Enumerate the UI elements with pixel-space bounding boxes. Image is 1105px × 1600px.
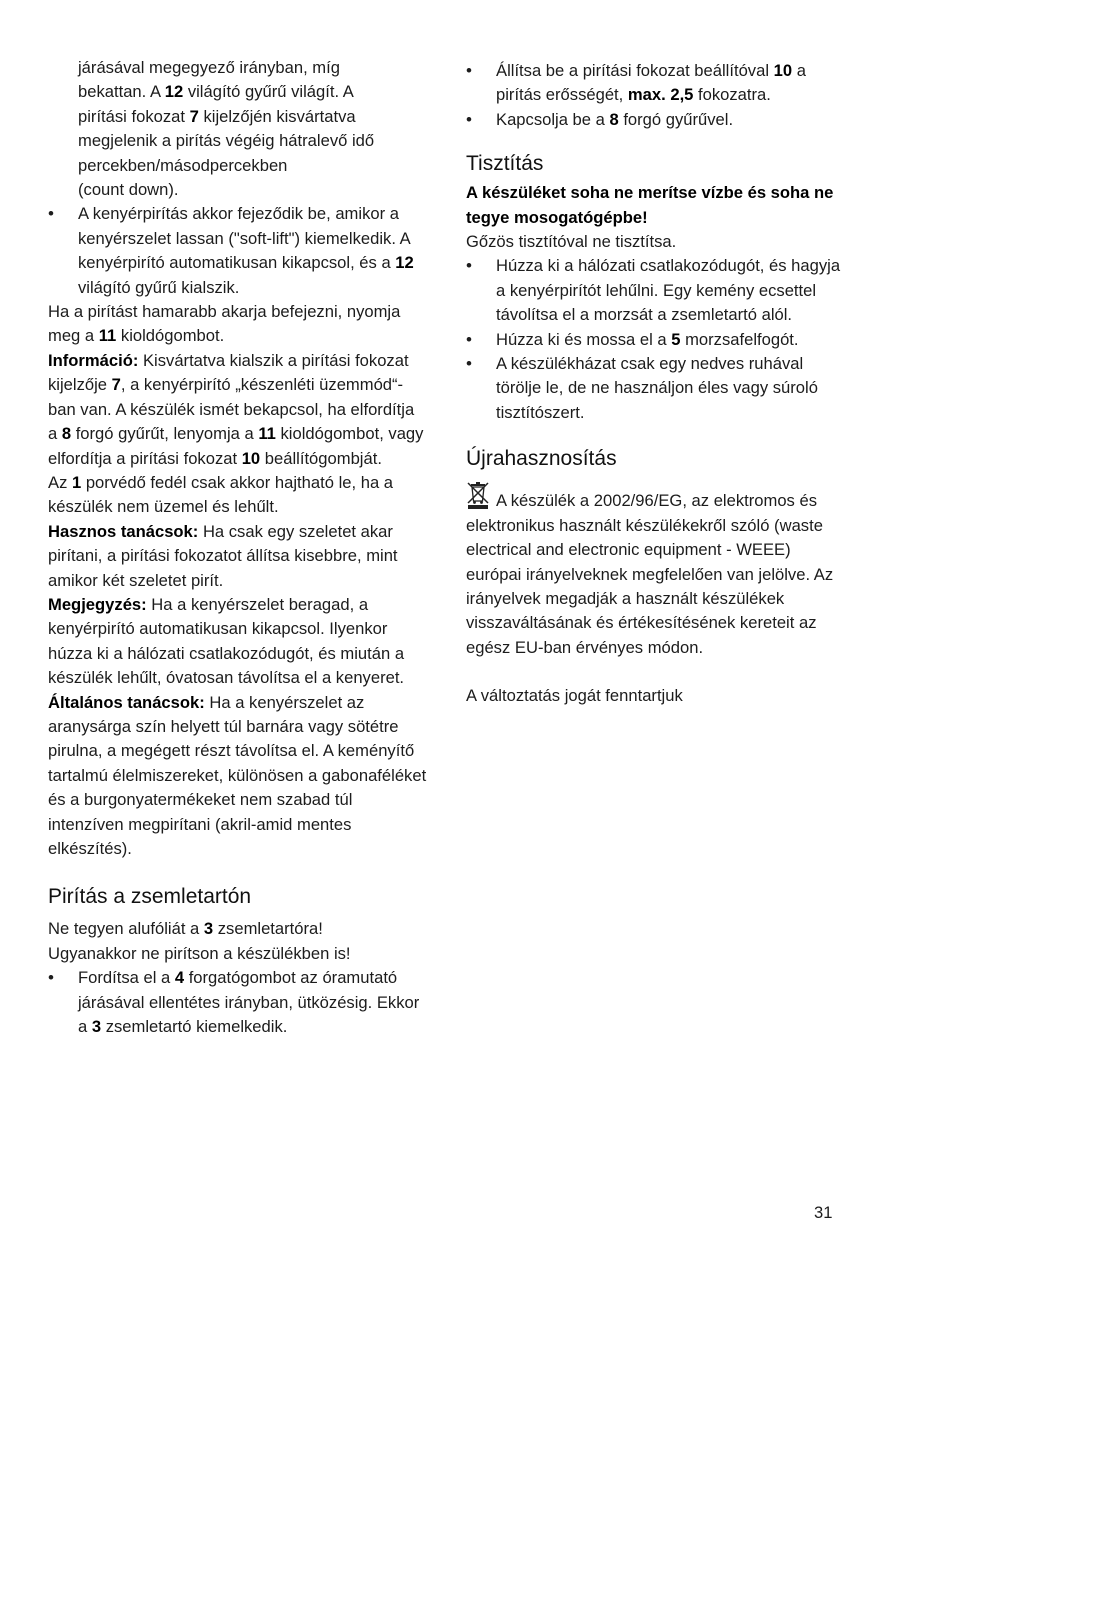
rights-reserved: A változtatás jogát fenntartjuk [466,686,683,706]
paragraph-info: Információ: Kisvártatva kialszik a pirítási fokozat kijelzője 7, a kenyérpirító „készenléti üzemmód“-ban van. A készülék ismét bekapcsol, ha elfordítja a 8 forgó gyűrűt, lenyomja a 11 kioldógombot, vagy elfordítja a pirítási fokozat 10 beállítógombját. [48,350,424,468]
list-item: • Húzza ki és mossa el a 5 morzsafelfogót. [466,328,846,352]
left-column [48,56,428,1039]
paragraph-tips: Hasznos tanácsok: Ha csak egy szeletet akar pirítani, a pirítási fokozatot állítsa kisebbre, mint amikor két szeletet pirít. [48,521,398,590]
section-heading-roll-rack: Pirítás a zsemletartón [48,885,252,909]
page-number: 31 [814,1203,833,1222]
section-heading-recycling: Újrahasznosítás [466,447,617,471]
weee-crossed-bin-icon [466,481,492,509]
list-item: • A kenyérpirítás akkor fejeződik be, amikor a kenyérszelet lassan ("soft-lift") kiemelkedik. A kenyérpirító automatikusan kikapcsol, és a 12 világító gyűrű kialszik. [48,202,428,300]
list-item: • Fordítsa el a 4 forgatógombot az óramutató járásával ellentétes irányban, ütközésig. Ekkor a 3 zsemletartó kiemelkedik. [48,966,428,1039]
list-item: • Kapcsolja be a 8 forgó gyűrűvel. [466,108,846,132]
paragraph-note: Megjegyzés: Ha a kenyérszelet beragad, a kenyérpirító automatikusan kikapcsol. Ilyenkor húzza ki a hálózati csatlakozódugót, és miután a készülék lehűlt, óvatosan távolítsa el a kenyeret. [48,594,405,688]
right-column [466,59,846,709]
paragraph-general-tips: Általános tanácsok: Ha a kenyérszelet az aranysárga szín helyett túl barnára vagy sötétre pirulna, a megégett részt távolítsa el. A keményítő tartalmú élelmiszereket, különösen a gabonaféléket és a burgonyatermékeket nem szabad túl intenzíven megpirítani (akril-amid mentes elkészítés). [48,692,427,858]
roll-warning: Ne tegyen alufóliát a 3 zsemletartóra! Ugyanakkor ne pirítson a készülékben is! [48,919,351,963]
paragraph-early-stop: Ha a pirítást hamarabb akarja befejezni, nyomja meg a 11 kioldógombot. [48,302,401,346]
paragraph-dust-cover: Az 1 porvédő fedél csak akkor hajtható le, ha a készülék nem üzemel és lehűlt. [48,472,394,517]
continued-step: járásával megegyező irányban, míg bekattan. A 12 világító gyűrű világít. A pirítási fokozat 7 kijelzőjén kisvártatva megjelenik a pirítás végéig hátralevő idő percekben/másodpercekben (count down). [78,58,375,200]
list-item: • Állítsa be a pirítási fokozat beállítóval 10 a pirítás erősségét, max. 2,5 fokozatra. [466,59,846,108]
list-item: • Húzza ki a hálózati csatlakozódugót, és hagyja a kenyérpirítót lehűlni. Egy kemény ecsettel távolítsa el a morzsát a zsemletartó alól. [466,254,846,327]
recycling-text: A készülék a 2002/96/EG, az elektromos és elektronikus használt készülékekről szóló (waste electrical and electronic equipment - WEEE) európai irányelveknek megfelelően van jelölve. Az irányelvek megadják a használt készülékek visszaváltásának és értékesítésének kereteit az egész EU-ban érvényes módon. [466,481,846,660]
cleaning-steam-note: Gőzös tisztítóval ne tisztítsa. [466,232,677,252]
section-heading-cleaning: Tisztítás [466,152,544,176]
list-item: • A készülékházat csak egy nedves ruhával törölje le, de ne használjon éles vagy súroló tisztítószert. [466,352,846,425]
cleaning-warning: A készüléket soha ne merítse vízbe és soha ne tegye mosogatógépbe! [466,183,834,227]
